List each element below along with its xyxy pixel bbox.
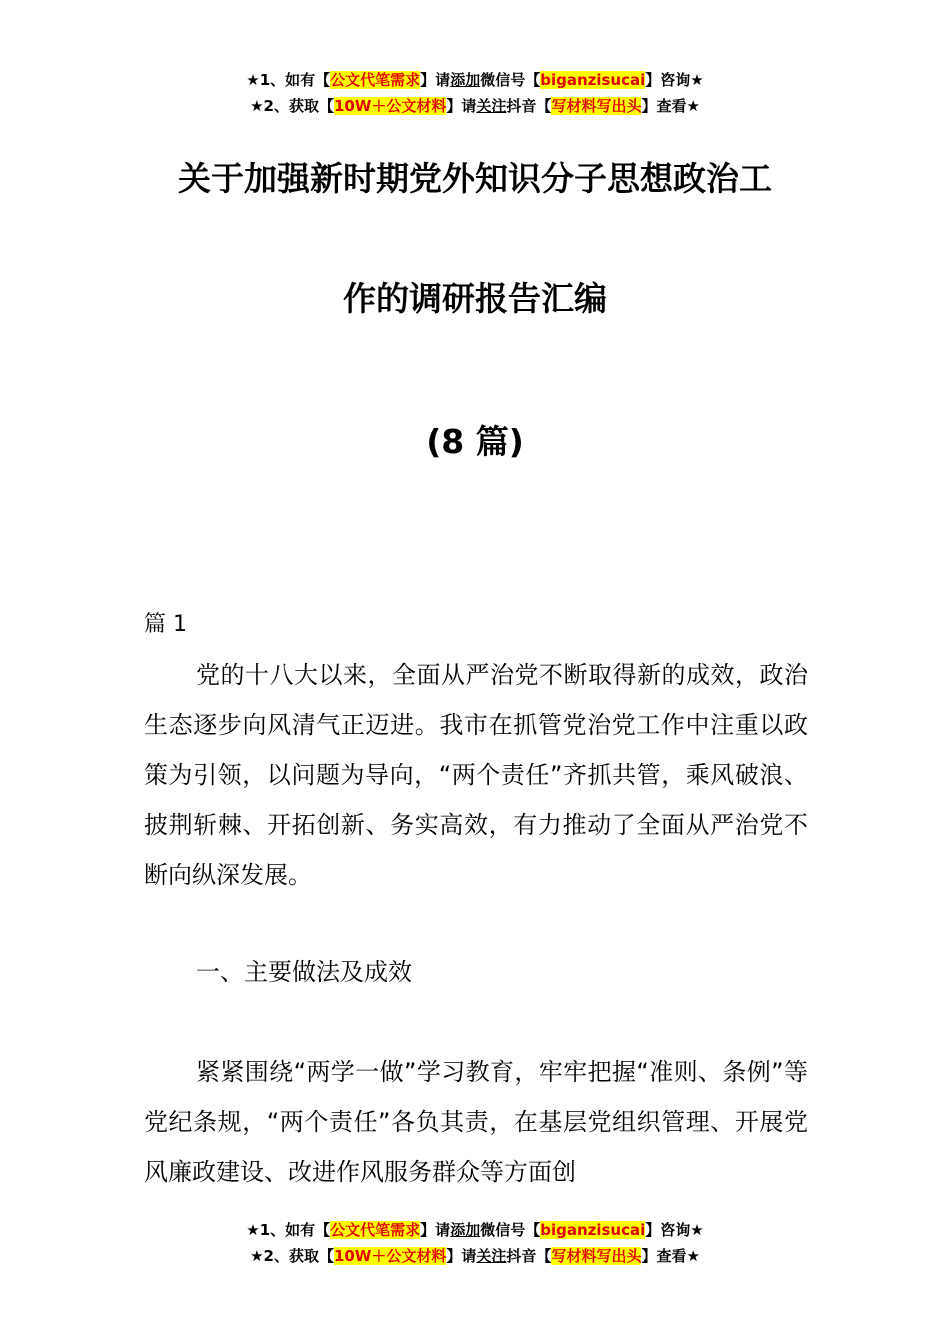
promo-underlined-text: 添加 [450,71,481,89]
document-title-count: (8 篇) [426,422,524,461]
promo-text: 微信号【 [480,1221,541,1239]
promo-highlight: 公文代笔需求 [330,71,421,89]
document-title-line-1: 关于加强新时期党外知识分子思想政治工 [178,159,772,198]
promo-text: 】请 [420,71,451,89]
promo-line-2 [0,93,950,119]
promo-line-1 [0,1217,950,1243]
promo-line-1 [0,67,950,93]
promo-highlight-wechat-id: biganzisucai [540,1221,646,1239]
promo-text: 】请 [420,1221,451,1239]
promo-text: ★2、获取【 [250,97,334,115]
promo-highlight: 公文代笔需求 [330,1221,421,1239]
section-label: 篇 1 [144,612,187,637]
promo-text: ★1、如有【 [246,1221,331,1239]
promo-underlined-text: 关注 [476,97,507,115]
promo-text: 】咨询★ [645,71,704,89]
promo-text: 抖音【 [506,97,552,115]
promo-line-2 [0,1243,950,1269]
promo-text: ★1、如有【 [246,71,331,89]
promo-text: 抖音【 [506,1247,552,1265]
promo-text: 】请 [446,97,477,115]
promo-text: ★2、获取【 [250,1247,334,1265]
promo-text: 微信号【 [480,71,541,89]
promo-text: 】查看★ [641,1247,700,1265]
paragraph-intro: 党的十八大以来，全面从严治党不断取得新的成效，政治生态逐步向风清气正迈进。我市在抓管党治党工作中注重以政策为引领，以问题为导向，“两个责任”齐抓共管，乘风破浪、披荆斩棘、开拓创新、务实高效，有力推动了全面从严治党不断向纵深发展。 [144,661,808,889]
promo-banner-top [0,67,950,119]
promo-highlight-wechat-id: biganzisucai [540,71,646,89]
promo-highlight-douyin-id: 写材料写出头 [551,1247,642,1265]
promo-underlined-text: 添加 [450,1221,481,1239]
promo-highlight: 10W＋公文材料 [333,1247,447,1265]
promo-underlined-text: 关注 [476,1247,507,1265]
promo-text: 】查看★ [641,97,700,115]
document-title-line-2: 作的调研报告汇编 [343,279,607,318]
promo-highlight-douyin-id: 写材料写出头 [551,97,642,115]
promo-highlight: 10W＋公文材料 [333,97,447,115]
promo-text: 】请 [446,1247,477,1265]
promo-banner-bottom [0,1217,950,1269]
promo-text: 】咨询★ [645,1221,704,1239]
section-heading: 一、主要做法及成效 [196,958,412,986]
paragraph-body: 紧紧围绕“两学一做”学习教育，牢牢把握“准则、条例”等党纪条规，“两个责任”各负其责，在基层党组织管理、开展党风廉政建设、改进作风服务群众等方面创 [144,1058,808,1186]
